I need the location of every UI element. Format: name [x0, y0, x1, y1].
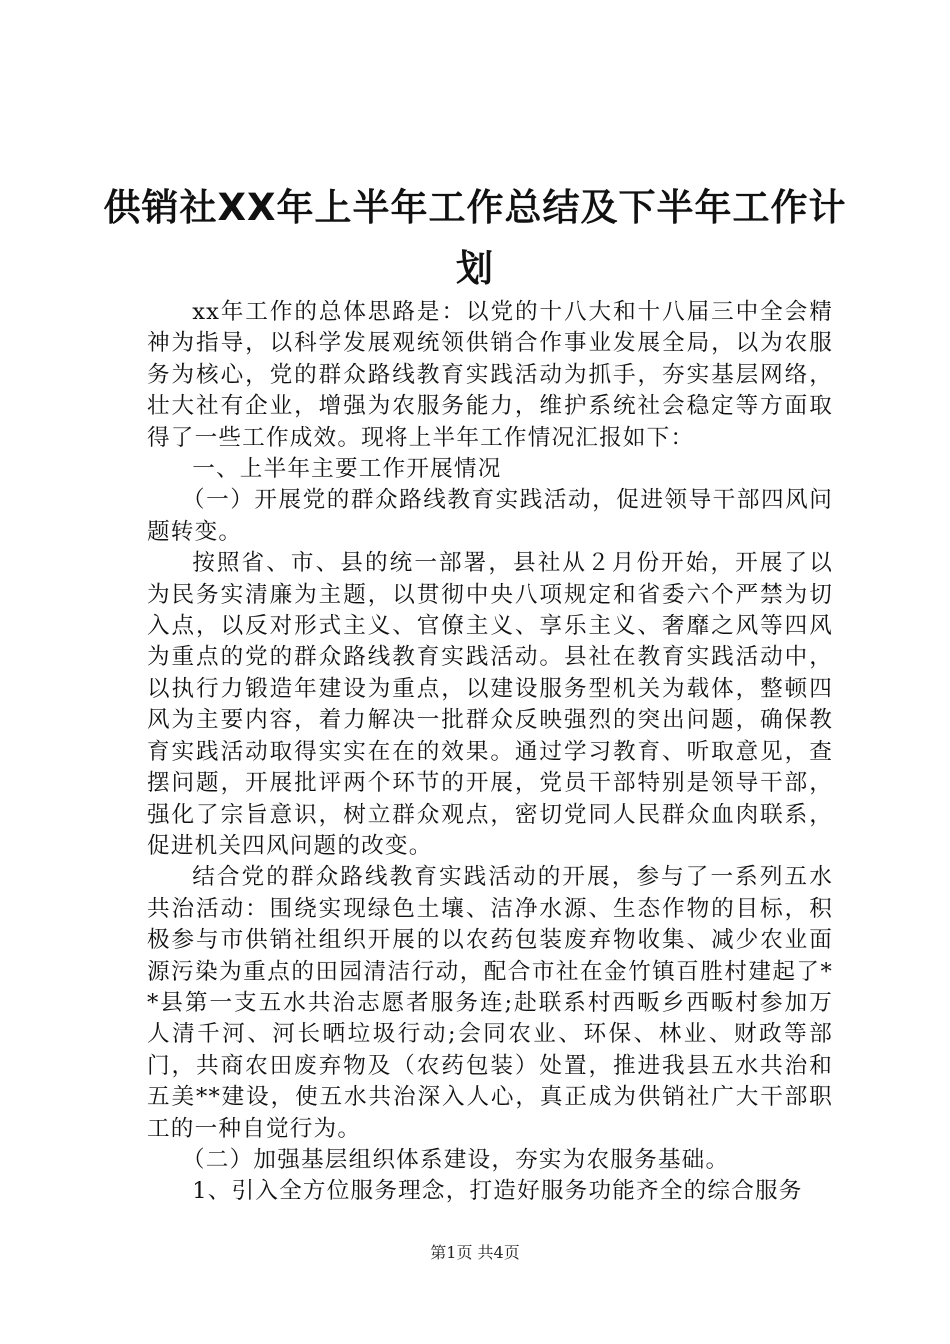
section-heading-1: 一、上半年主要工作开展情况: [192, 456, 502, 483]
document-title-line-1: 供销社XX年上半年工作总结及下半年工作计: [103, 186, 847, 229]
subsection-heading-2: （二）加强基层组织体系建设，夯实为农服务基础。: [182, 1146, 730, 1173]
document-body: [147, 297, 833, 1208]
page-footer: 第1页 共4页: [430, 1243, 520, 1262]
paragraph-intro: xx年工作的总体思路是：以党的十八大和十八届三中全会精神为指导，以科学发展观统领供销合作事业发展全局，以为农服务为核心，党的群众路线教育实践活动为抓手，夯实基层网络，壮大社有企业，增强为农服务能力，维护系统社会稳定等方面取得了一些工作成效。现将上半年工作情况汇报如下：: [147, 299, 833, 451]
paragraph-body-2: 结合党的群众路线教育实践活动的开展，参与了一系列五水共治活动：围绕实现绿色土壤、洁净水源、生态作物的目标，积极参与市供销社组织开展的以农药包装废弃物收集、减少农业面源污染为重点的田园清洁行动，配合市社在金竹镇百胜村建起了**县第一支五水共治志愿者服务连;赴联系村西畈乡西畈村参加万人清千河、河长晒垃圾行动;会同农业、环保、林业、财政等部门，共商农田废弃物及（农药包装）处置，推进我县五水共治和五美**建设，使五水共治深入人心，真正成为供销社广大干部职工的一种自觉行为。: [147, 864, 833, 1142]
paragraph-body-1: 按照省、市、县的统一部署，县社从２月份开始，开展了以为民务实清廉为主题，以贯彻中央八项规定和省委六个严禁为切入点，以反对形式主义、官僚主义、享乐主义、奢靡之风等四风为重点的党的群众路线教育实践活动。县社在教育实践活动中，以执行力锻造年建设为重点，以建设服务型机关为载体，整顿四风为主要内容，着力解决一批群众反映强烈的突出问题，确保教育实践活动取得实实在在的效果。通过学习教育、听取意见，查摆问题，开展批评两个环节的开展，党员干部特别是领导干部，强化了宗旨意识，树立群众观点，密切党同人民群众血肉联系，促进机关四风问题的改变。: [147, 550, 833, 859]
subsection-heading-1: （一）开展党的群众路线教育实践活动，促进领导干部四风问题转变。: [147, 487, 833, 545]
paragraph-body-3: 1、引入全方位服务理念，打造好服务功能齐全的综合服务: [192, 1178, 803, 1205]
document-title-line-2: 划: [456, 247, 494, 290]
